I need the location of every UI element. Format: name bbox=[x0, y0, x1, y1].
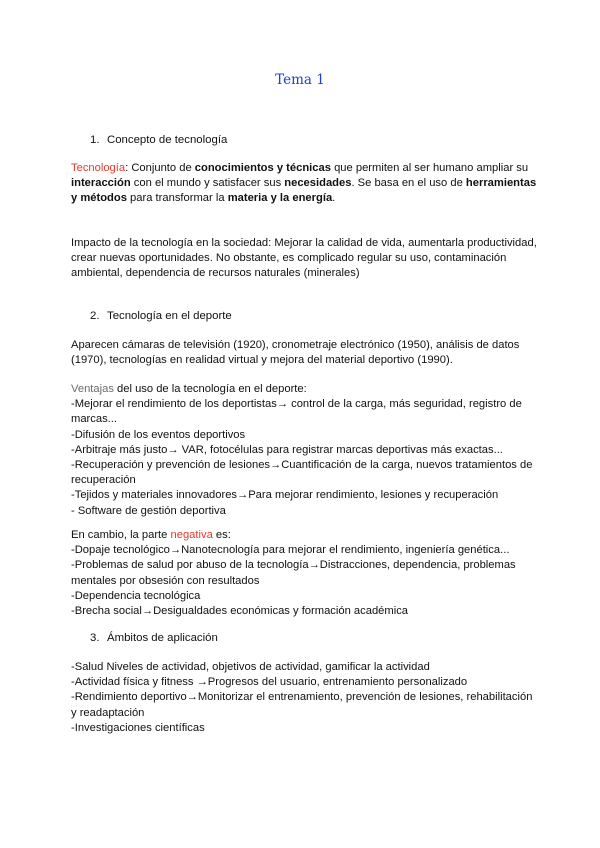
section-number: 2. bbox=[90, 310, 100, 322]
text-run: . bbox=[332, 192, 336, 205]
list-item: - Software de gestión deportiva bbox=[71, 504, 226, 517]
section-title: Ámbitos de aplicación bbox=[107, 632, 218, 644]
text-run: para transformar la bbox=[126, 192, 228, 205]
text-run: . Se basa en el uso de bbox=[351, 177, 466, 190]
list-item: -Investigaciones científicas bbox=[71, 721, 205, 734]
section-heading-2 bbox=[90, 310, 232, 322]
list-item: -Mejorar el rendimiento de los deportistas→ control de la carga, más seguridad, registro de marcas... bbox=[71, 398, 522, 426]
list-item: -Arbitraje más justo→ VAR, fotocélulas para registrar marcas deportivas más exactas... bbox=[71, 443, 503, 456]
list-item: -Difusión de los eventos deportivos bbox=[71, 428, 246, 441]
negativa-block bbox=[71, 528, 541, 619]
list-item: -Problemas de salud por abuso de la tecnología→Distracciones, dependencia, problemas mentales por obsesión con resultados bbox=[71, 559, 516, 587]
impacto-paragraph bbox=[71, 236, 541, 282]
list-item: -Actividad física y fitness →Progresos del usuario, entrenamiento personalizado bbox=[71, 676, 468, 689]
list-item: -Recuperación y prevención de lesiones→Cuantificación de la carga, nuevos tratamientos de recuperación bbox=[71, 459, 533, 487]
section-number: 3. bbox=[90, 632, 100, 644]
bold-run: necesidades bbox=[284, 177, 352, 190]
bold-run: conocimientos y técnicas bbox=[194, 162, 331, 174]
negativa-heading bbox=[71, 528, 541, 543]
list-item: -Dependencia tecnológica bbox=[71, 589, 201, 602]
tecnologia-definition bbox=[71, 161, 541, 207]
ventajas-block bbox=[71, 382, 541, 519]
term-tecnologia: Tecnología bbox=[71, 162, 126, 174]
text-run: con el mundo y satisfacer sus bbox=[130, 177, 285, 190]
page-title: Tema 1 bbox=[275, 72, 325, 88]
negativa-label: negativa bbox=[170, 529, 213, 541]
section-heading-3 bbox=[90, 632, 218, 644]
ventajas-rest: del uso de la tecnología en el deporte: bbox=[113, 383, 307, 395]
definition-paragraph bbox=[71, 161, 541, 207]
bold-run: interacción bbox=[71, 177, 131, 190]
list-item: -Salud Niveles de actividad, objetivos de actividad, gamificar la actividad bbox=[71, 661, 430, 673]
list-item: -Dopaje tecnológico→Nanotecnología para mejorar el rendimiento, ingeniería genética... bbox=[71, 544, 510, 557]
negativa-pre: En cambio, la parte bbox=[71, 529, 171, 541]
text-run: que permiten al ser humano ampliar su bbox=[330, 162, 529, 174]
section-title: Tecnología en el deporte bbox=[107, 310, 232, 322]
deporte-intro-text: Aparecen cámaras de televisión (1920), cronometraje electrónico (1950), análisis de datos (1970), tecnologías en realidad virtual y mejora del material deportivo (1990). bbox=[71, 339, 520, 367]
deporte-intro-paragraph bbox=[71, 338, 541, 368]
negativa-post: es: bbox=[212, 529, 231, 541]
list-item: -Brecha social→Desigualdades económicas y formación académica bbox=[71, 605, 409, 618]
ventajas-label: Ventajas bbox=[71, 383, 114, 395]
ambitos-block bbox=[71, 660, 541, 736]
impacto-text: Impacto de la tecnología en la sociedad: Mejorar la calidad de vida, aumentarla productividad, crear nuevas oportunidades. No obstante, es complicado regular su uso, contaminación ambiental, dependencia de recursos naturales (minerales) bbox=[71, 237, 537, 280]
ventajas-heading bbox=[71, 382, 541, 397]
section-number: 1. bbox=[90, 134, 100, 146]
list-item: -Rendimiento deportivo→Monitorizar el entrenamiento, prevención de lesiones, rehabilitación y readaptación bbox=[71, 691, 533, 719]
text-run: : Conjunto de bbox=[125, 162, 195, 174]
section-heading-1 bbox=[90, 134, 227, 146]
list-item: -Tejidos y materiales innovadores→Para mejorar rendimiento, lesiones y recuperación bbox=[71, 489, 499, 502]
bold-run: materia y la energía bbox=[227, 192, 333, 205]
section-title: Concepto de tecnología bbox=[107, 134, 228, 146]
bold-run: herramientas y métodos bbox=[71, 177, 537, 205]
